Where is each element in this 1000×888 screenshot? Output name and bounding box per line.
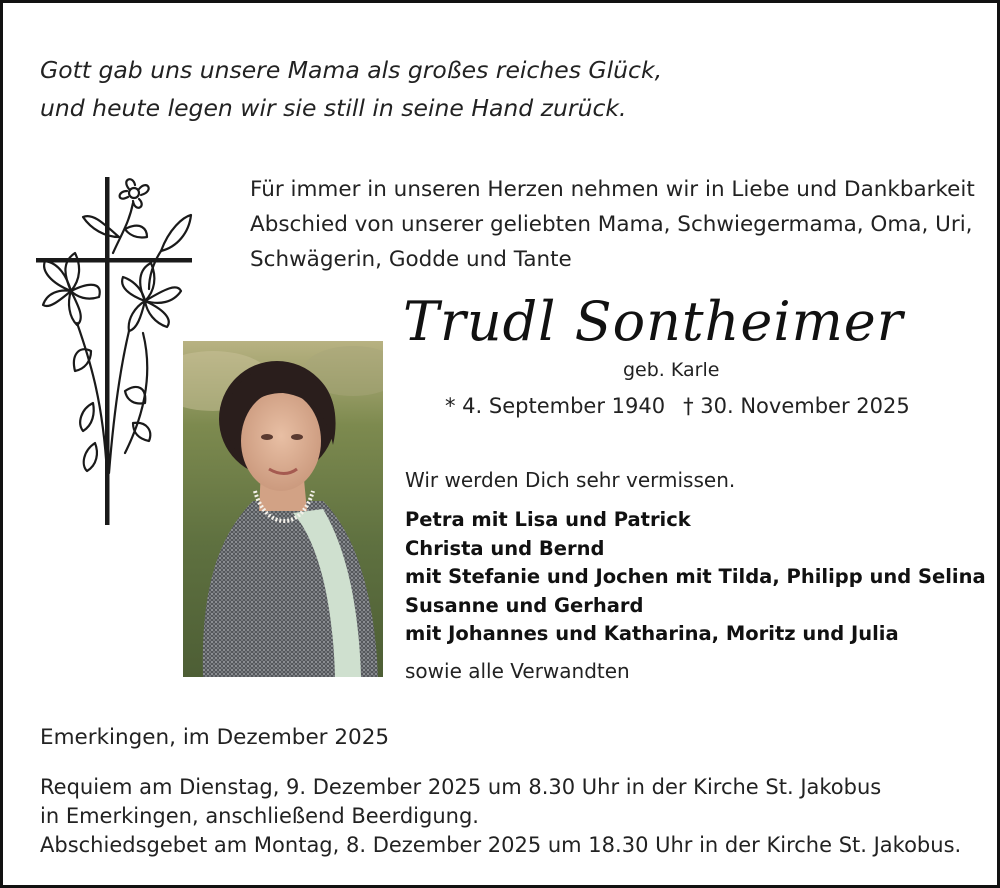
cross-with-flowers-icon: [33, 173, 198, 533]
verse-line-1: Gott gab uns unsere Mama als großes reiches Glück,: [40, 56, 663, 84]
verse-line-2: und heute legen wir sie still in seine Hand zurück.: [40, 94, 627, 122]
deceased-name: Trudl Sontheimer: [403, 290, 904, 353]
service-line-3: Abschiedsgebet am Montag, 8. Dezember 2025 um 18.30 Uhr in der Kirche St. Jakobus.: [40, 833, 962, 857]
mourner-line: mit Johannes und Katharina, Moritz und Julia: [405, 622, 899, 646]
intro-text: [250, 172, 990, 277]
mourner-line: Christa und Bernd: [405, 536, 605, 560]
mourners-list: [405, 506, 995, 649]
life-dates: [445, 391, 910, 421]
intro-line-3: Schwägerin, Godde und Tante: [250, 247, 572, 272]
service-line-2: in Emerkingen, anschließend Beerdigung.: [40, 804, 479, 828]
intro-line-1: Für immer in unseren Herzen nehmen wir in Liebe und Dankbarkeit: [250, 177, 975, 202]
intro-line-2: Abschied von unserer geliebten Mama, Schwiegermama, Oma, Uri,: [250, 212, 973, 237]
birth-name: geb. Karle: [623, 359, 720, 381]
mourner-line: Susanne und Gerhard: [405, 593, 644, 617]
verse: [40, 51, 940, 127]
service-info: [40, 773, 990, 860]
mourner-line: Petra mit Lisa und Patrick: [405, 508, 691, 531]
farewell-message: Wir werden Dich sehr vermissen.: [405, 468, 736, 492]
relatives-line: sowie alle Verwandten: [405, 659, 630, 683]
birth-date: * 4. September 1940: [445, 394, 666, 418]
portrait-photo: [183, 341, 383, 677]
mourner-line: mit Stefanie und Jochen mit Tilda, Philipp und Selina: [405, 565, 986, 589]
service-line-1: Requiem am Dienstag, 9. Dezember 2025 um 8.30 Uhr in der Kirche St. Jakobus: [40, 775, 882, 799]
place-date: Emerkingen, im Dezember 2025: [40, 725, 390, 750]
death-date: † 30. November 2025: [683, 394, 910, 418]
